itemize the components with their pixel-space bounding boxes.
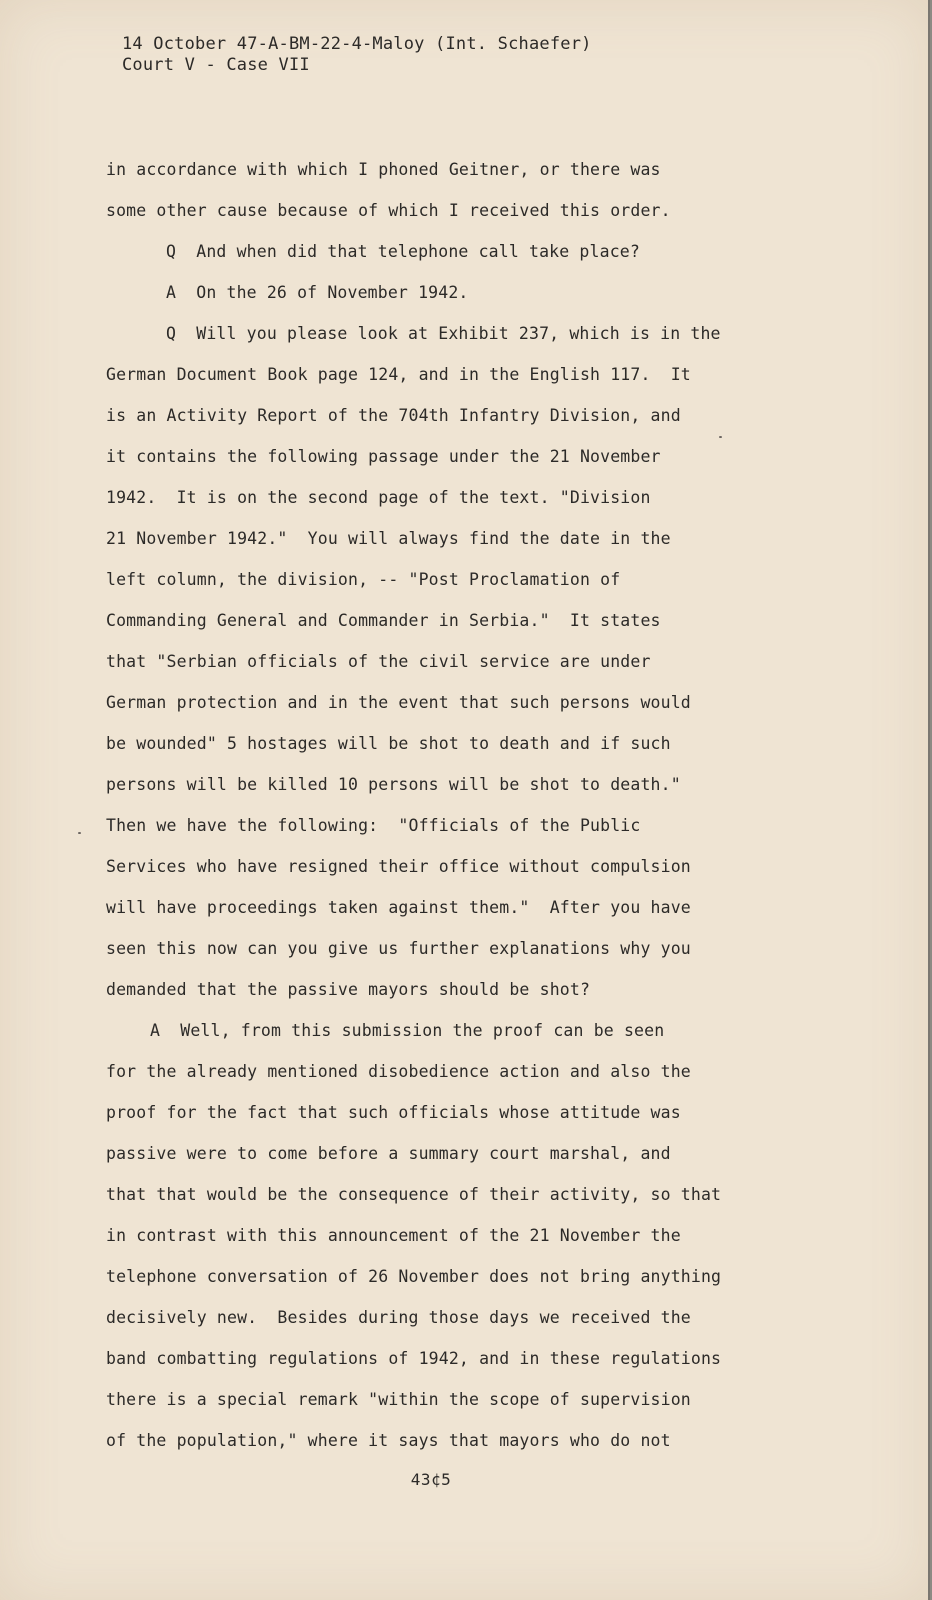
- text-line: for the already mentioned disobedience action and also the: [106, 1062, 691, 1081]
- question-line: Q And when did that telephone call take place?: [166, 242, 640, 261]
- text-line: of the population," where it says that mayors who do not: [106, 1431, 671, 1450]
- text-line: passive were to come before a summary court marshal, and: [106, 1144, 671, 1163]
- text-line: in contrast with this announcement of the 21 November the: [106, 1226, 681, 1245]
- text-line: Services who have resigned their office without compulsion: [106, 857, 691, 876]
- answer-line: A Well, from this submission the proof can be seen: [150, 1021, 665, 1040]
- text-line: is an Activity Report of the 704th Infantry Division, and: [106, 406, 681, 425]
- page-edge: [928, 0, 930, 1600]
- text-line: it contains the following passage under the 21 November: [106, 447, 661, 466]
- text-line: telephone conversation of 26 November does not bring anything: [106, 1267, 722, 1286]
- paper-speck: [78, 832, 81, 834]
- text-line: that "Serbian officials of the civil service are under: [106, 652, 651, 671]
- text-line: left column, the division, -- "Post Proclamation of: [106, 570, 621, 589]
- text-line: that that would be the consequence of their activity, so that: [106, 1185, 722, 1204]
- text-line: 1942. It is on the second page of the text. "Division: [106, 488, 651, 507]
- text-line: seen this now can you give us further explanations why you: [106, 939, 691, 958]
- header-court-line: Court V - Case VII: [122, 55, 310, 75]
- text-line: there is a special remark "within the scope of supervision: [106, 1390, 691, 1409]
- text-line: decisively new. Besides during those days we received the: [106, 1308, 691, 1327]
- text-line: demanded that the passive mayors should be shot?: [106, 980, 591, 999]
- text-line: 21 November 1942." You will always find the date in the: [106, 529, 671, 548]
- text-line: will have proceedings taken against them." After you have: [106, 898, 691, 917]
- text-line: in accordance with which I phoned Geitner, or there was: [106, 160, 661, 179]
- text-line: band combatting regulations of 1942, and in these regulations: [106, 1349, 722, 1368]
- text-line: German Document Book page 124, and in the English 117. It: [106, 365, 691, 384]
- text-line: proof for the fact that such officials whose attitude was: [106, 1103, 681, 1122]
- header-session-line: 14 October 47-A-BM-22-4-Maloy (Int. Schaefer): [122, 34, 592, 54]
- text-line: Then we have the following: "Officials of the Public: [106, 816, 641, 835]
- answer-line: A On the 26 of November 1942.: [166, 283, 469, 302]
- paper-speck: [719, 436, 722, 438]
- text-line: German protection and in the event that such persons would: [106, 693, 691, 712]
- text-line: be wounded" 5 hostages will be shot to death and if such: [106, 734, 671, 753]
- question-line: Q Will you please look at Exhibit 237, which is in the: [166, 324, 721, 343]
- transcript-header: [122, 34, 592, 76]
- page-number: 43¢5: [410, 1470, 452, 1489]
- text-line: Commanding General and Commander in Serbia." It states: [106, 611, 661, 630]
- text-line: some other cause because of which I received this order.: [106, 201, 671, 220]
- text-line: persons will be killed 10 persons will be shot to death.": [106, 775, 681, 794]
